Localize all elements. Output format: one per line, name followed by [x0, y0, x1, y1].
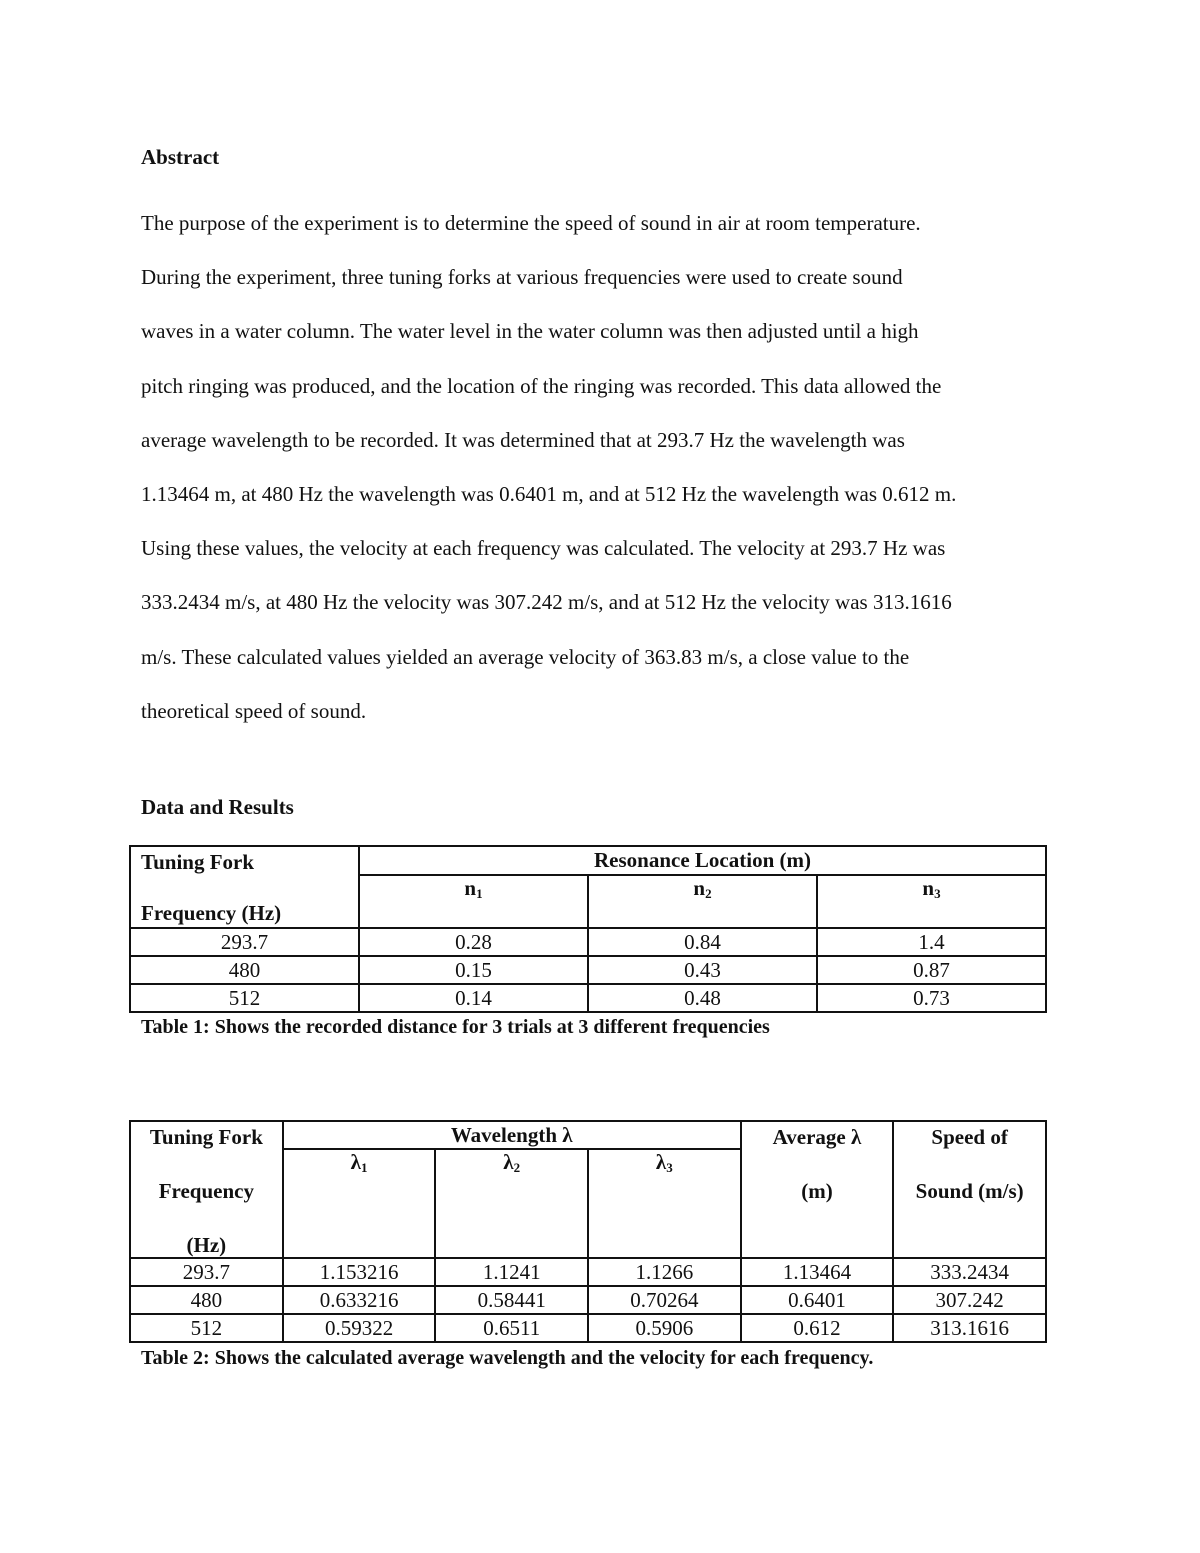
wavelength-table [129, 1120, 1047, 1343]
table-cell: 0.73 [817, 984, 1046, 1012]
table1-freq-header-line1: Tuning Fork [141, 850, 255, 874]
abstract-line: 1.13464 m, at 480 Hz the wavelength was 0.6401 m, and at 512 Hz the wavelength was 0.612 m. [141, 482, 957, 507]
abstract-line: m/s. These calculated values yielded an average velocity of 363.83 m/s, a close value to the [141, 644, 910, 669]
abstract-line: Using these values, the velocity at each frequency was calculated. The velocity at 293.7 Hz was [141, 536, 946, 561]
table-cell: 0.84 [588, 928, 817, 956]
table2-avg-header-line1: Average λ [772, 1125, 862, 1149]
table2-col-l1: $\lambda_1$ [283, 1149, 436, 1258]
abstract-line: 333.2434 m/s, at 480 Hz the velocity was 307.242 m/s, and at 512 Hz the velocity was 313.1616 [141, 590, 952, 615]
table-cell: 0.15 [359, 956, 588, 984]
table2-speed-header-line2: Sound (m/s) [915, 1179, 1024, 1203]
table-cell: 480 [130, 956, 359, 984]
table-cell: 1.13464 [741, 1258, 894, 1286]
table-row [130, 984, 1046, 1012]
data-results-heading: Data and Results [141, 795, 294, 819]
table-cell: 0.59322 [283, 1314, 436, 1342]
table-cell: 0.5906 [588, 1314, 741, 1342]
table1-group-header: Resonance Location (m) [359, 846, 1046, 875]
table1-caption: Table 1: Shows the recorded distance for 3 trials at 3 different frequencies [141, 1016, 770, 1038]
abstract-line: pitch ringing was produced, and the location of the ringing was recorded. This data allowed the [141, 373, 942, 398]
table2-col-l2: $\lambda_2$ [435, 1149, 588, 1258]
table-cell: 0.58441 [435, 1286, 588, 1314]
abstract-line: theoretical speed of sound. [141, 698, 367, 723]
table-cell: 0.6511 [435, 1314, 588, 1342]
table-cell: 0.43 [588, 956, 817, 984]
table2-col-l3: $\lambda_3$ [588, 1149, 741, 1258]
table1-col-n1: $n_1$ [359, 875, 588, 928]
table2-freq-header-line1: Tuning Fork [149, 1125, 263, 1149]
table-row [130, 1258, 1046, 1286]
table2-avg-header-line2: (m) [801, 1179, 833, 1203]
table2-speed-header [893, 1121, 1046, 1258]
abstract-line: The purpose of the experiment is to determine the speed of sound in air at room temperature. [141, 211, 921, 235]
table-row [130, 928, 1046, 956]
table1-col-n3: $n_3$ [817, 875, 1046, 928]
table2-freq-header-line2: Frequency [158, 1179, 254, 1203]
table-cell: 0.70264 [588, 1286, 741, 1314]
table-cell: 1.1266 [588, 1258, 741, 1286]
table1-col-n2: $n_2$ [588, 875, 817, 928]
table-cell: 1.4 [817, 928, 1046, 956]
table-row [130, 1314, 1046, 1342]
table2-avg-header [741, 1121, 894, 1258]
table-cell: 480 [130, 1286, 283, 1314]
table-cell: 333.2434 [893, 1258, 1046, 1286]
table-cell: 0.28 [359, 928, 588, 956]
table-cell: 512 [130, 1314, 283, 1342]
abstract-line: average wavelength to be recorded. It was determined that at 293.7 Hz the wavelength was [141, 427, 905, 452]
table-cell: 1.1241 [435, 1258, 588, 1286]
table-cell: 0.48 [588, 984, 817, 1012]
table2-freq-header-line3: (Hz) [186, 1233, 227, 1257]
abstract-heading: Abstract [141, 145, 220, 169]
table2-group-header: Wavelength λ [283, 1121, 741, 1149]
table-row [130, 1286, 1046, 1314]
abstract-paragraph [141, 196, 1081, 738]
table-cell: 0.6401 [741, 1286, 894, 1314]
table-cell: 0.87 [817, 956, 1046, 984]
table-row [130, 956, 1046, 984]
abstract-line: waves in a water column. The water level in the water column was then adjusted until a high [141, 319, 919, 344]
table-cell: 293.7 [130, 1258, 283, 1286]
table2-freq-header [130, 1121, 283, 1258]
table2-speed-header-line1: Speed of [931, 1125, 1008, 1149]
table-cell: 512 [130, 984, 359, 1012]
table1-freq-header [130, 846, 359, 928]
table-cell: 293.7 [130, 928, 359, 956]
table-cell: 0.612 [741, 1314, 894, 1342]
table-cell: 307.242 [893, 1286, 1046, 1314]
table-cell: 0.633216 [283, 1286, 436, 1314]
table-cell: 0.14 [359, 984, 588, 1012]
table-cell: 1.153216 [283, 1258, 436, 1286]
table1-freq-header-line2: Frequency (Hz) [141, 901, 282, 925]
table-cell: 313.1616 [893, 1314, 1046, 1342]
resonance-table [129, 845, 1047, 1013]
abstract-line: During the experiment, three tuning forks at various frequencies were used to create sound [141, 265, 903, 290]
table2-caption: Table 2: Shows the calculated average wavelength and the velocity for each frequency. [141, 1347, 874, 1369]
